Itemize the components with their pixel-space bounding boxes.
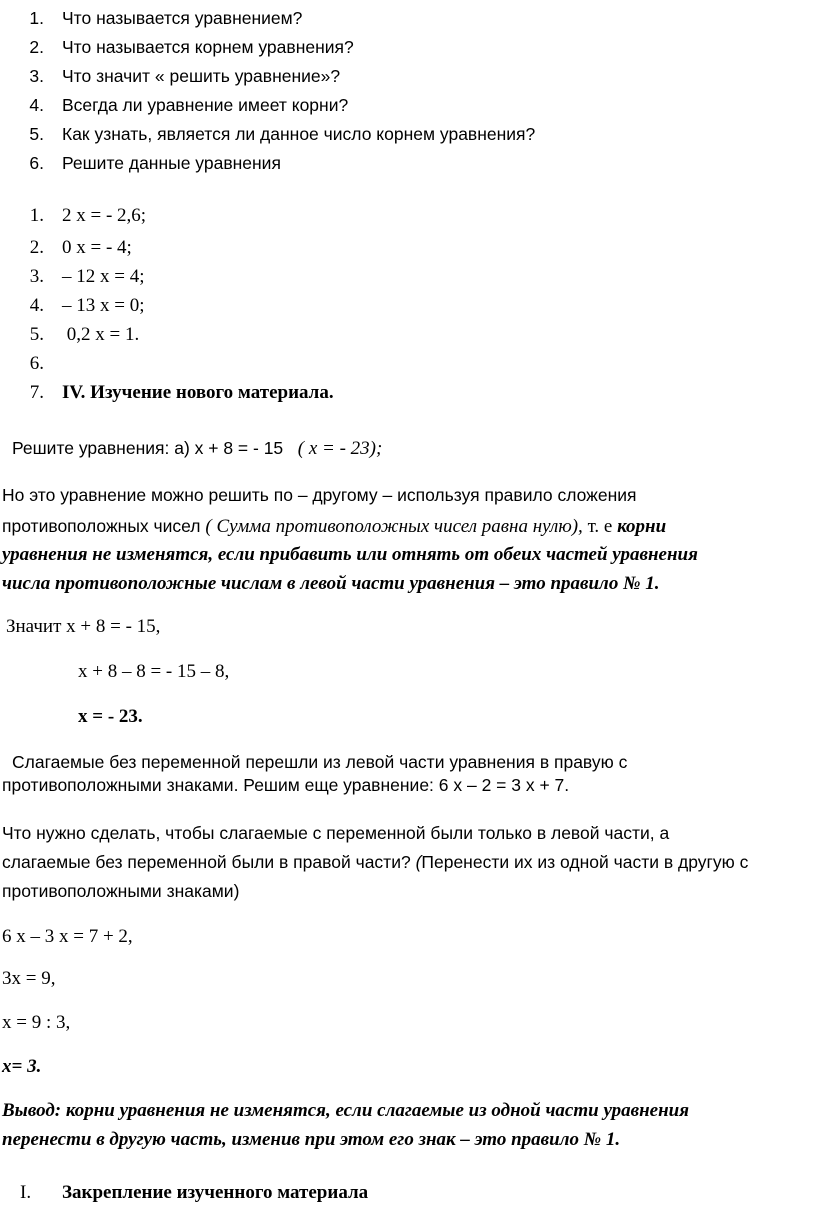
solve-intro: Решите уравнения: а) х + 8 = - 15 ( х = - 23); <box>12 438 383 459</box>
